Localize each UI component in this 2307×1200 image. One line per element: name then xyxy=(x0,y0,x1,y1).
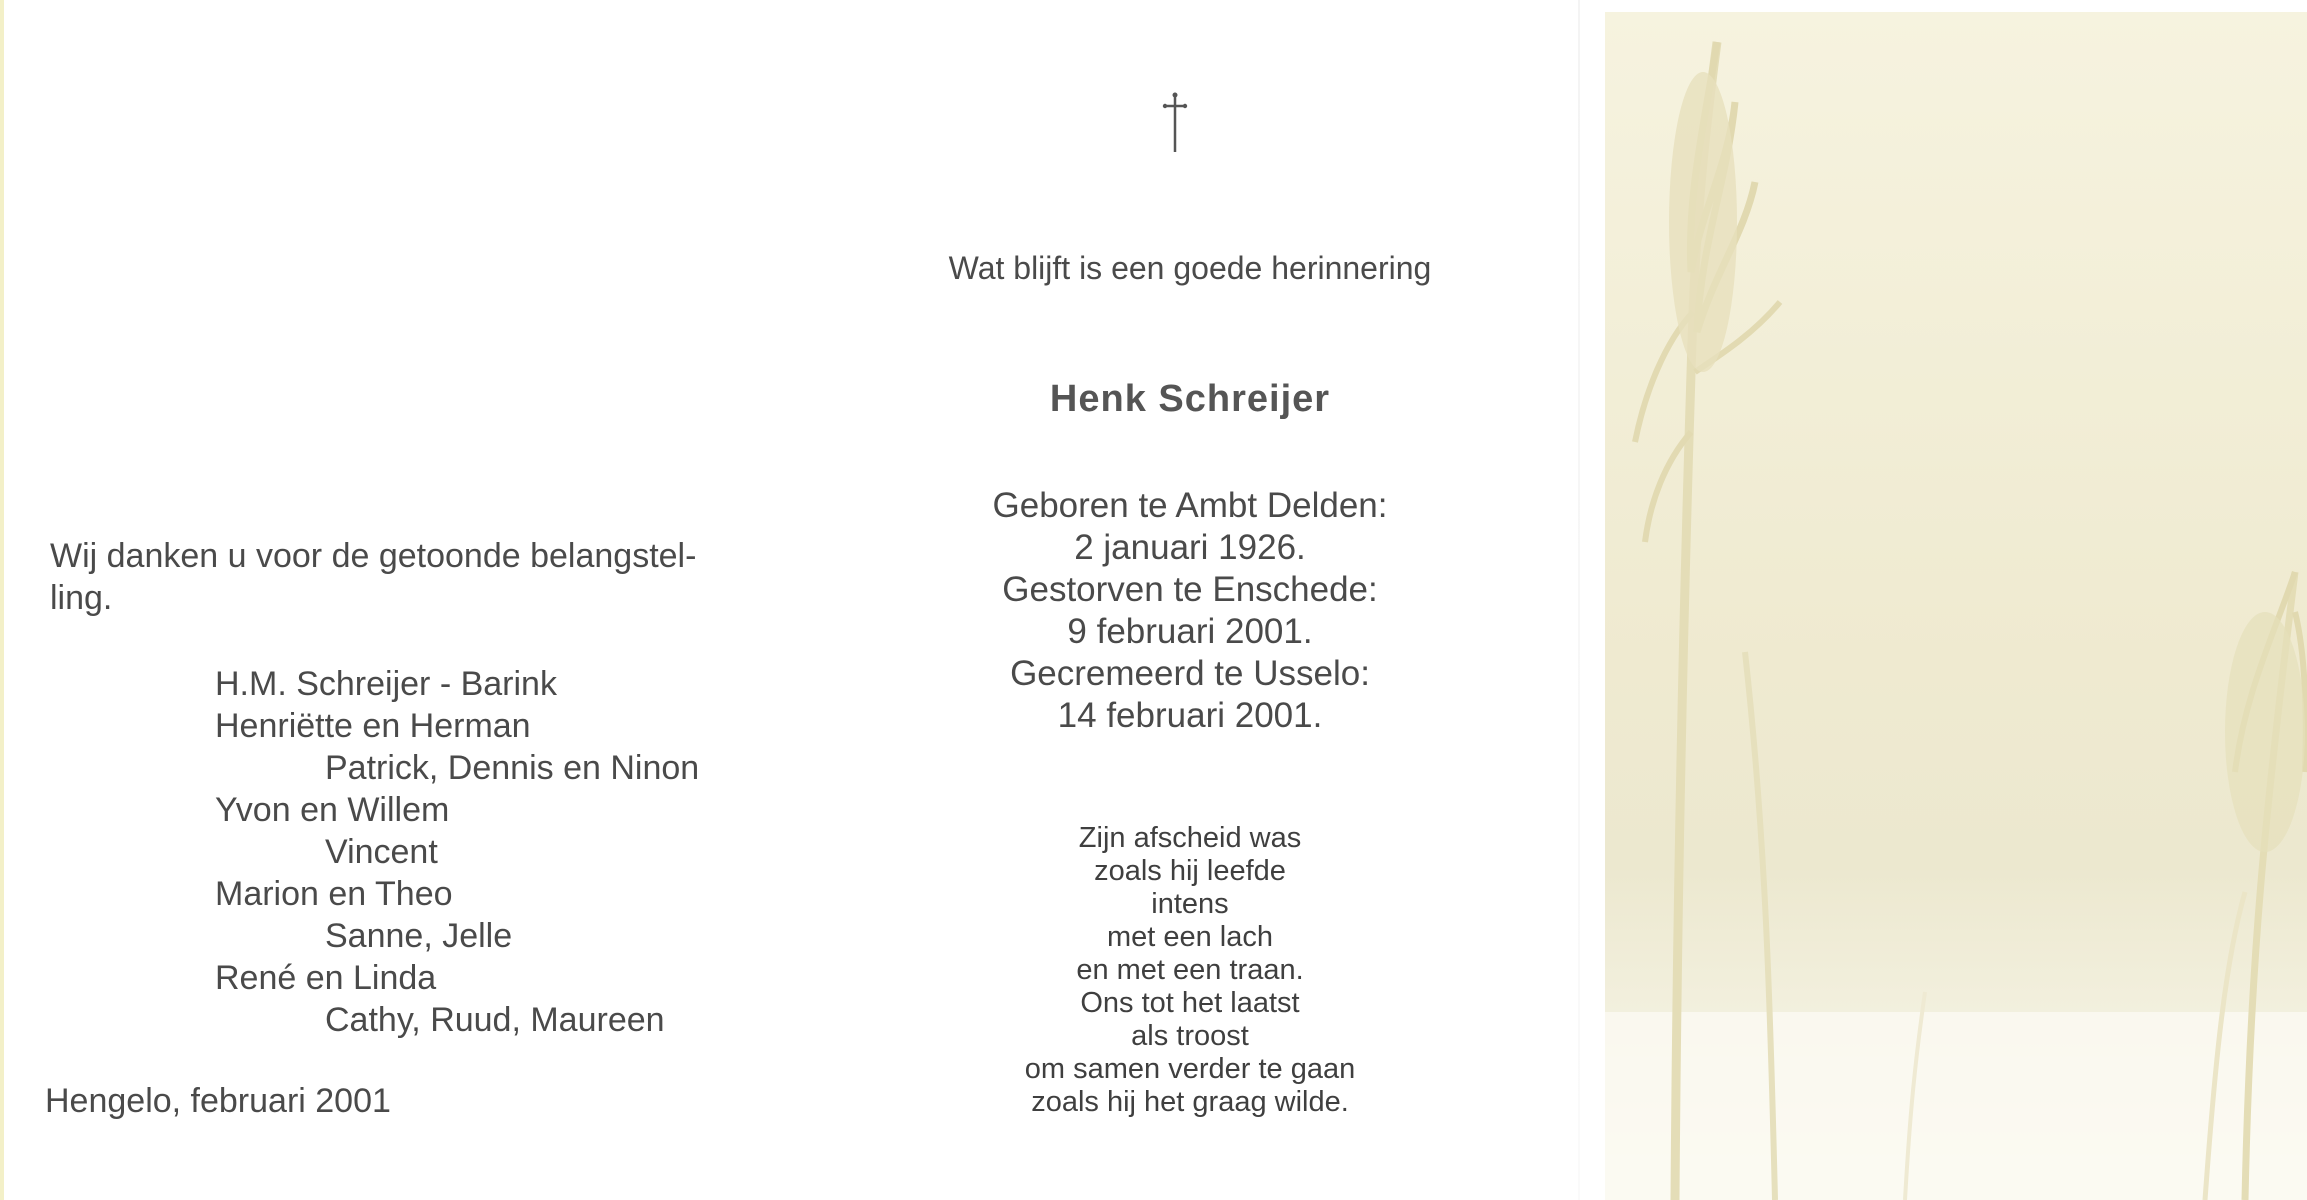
cremation-date: 14 februari 2001. xyxy=(1057,696,1323,735)
fold-line xyxy=(1578,0,1580,1200)
motto-text: Wat blijft is een goede herinnering xyxy=(948,250,1432,286)
thanks-text xyxy=(50,535,770,619)
poem-line: als troost xyxy=(1131,1020,1249,1052)
death-place: Gestorven te Enschede: xyxy=(1002,570,1378,609)
thanks-line-1: Wij danken u voor de getoonde belangstel- xyxy=(50,537,697,575)
left-panel xyxy=(0,0,800,1200)
family-member: H.M. Schreijer - Barink xyxy=(215,665,557,703)
poem-line: en met een traan. xyxy=(1076,954,1304,986)
poem-line: zoals hij leefde xyxy=(1094,855,1286,887)
poem xyxy=(800,822,1580,1119)
cover-illustration xyxy=(1605,12,2307,1200)
family-member: Cathy, Ruud, Maureen xyxy=(325,1001,665,1039)
poem-line: Zijn afscheid was xyxy=(1078,822,1302,854)
cross-icon xyxy=(1160,92,1190,154)
family-member: Henriëtte en Herman xyxy=(215,707,531,745)
place-date: Hengelo, februari 2001 xyxy=(45,1082,391,1120)
thanks-line-2: ling. xyxy=(50,579,113,617)
family-member: Vincent xyxy=(325,833,438,871)
deceased-name: Henk Schreijer xyxy=(1049,378,1331,420)
family-member: Marion en Theo xyxy=(215,875,453,913)
birth-date: 2 januari 1926. xyxy=(1074,528,1306,567)
poem-line: om samen verder te gaan xyxy=(1024,1053,1356,1085)
family-list xyxy=(215,663,699,1041)
life-data xyxy=(800,485,1580,737)
death-date: 9 februari 2001. xyxy=(1067,612,1313,651)
middle-panel xyxy=(800,0,1580,1200)
poem-line: intens xyxy=(1151,888,1229,920)
family-member: Patrick, Dennis en Ninon xyxy=(325,749,700,787)
grass-silhouette-illustration xyxy=(1605,12,2307,1200)
family-member: Yvon en Willem xyxy=(215,791,450,829)
cremation-place: Gecremeerd te Usselo: xyxy=(1010,654,1370,693)
birth-place: Geboren te Ambt Delden: xyxy=(992,486,1388,525)
poem-line: zoals hij het graag wilde. xyxy=(1031,1086,1349,1118)
poem-line: Ons tot het laatst xyxy=(1080,987,1300,1019)
poem-line: met een lach xyxy=(1106,921,1274,953)
family-member: Sanne, Jelle xyxy=(325,917,513,955)
family-member: René en Linda xyxy=(215,959,437,997)
